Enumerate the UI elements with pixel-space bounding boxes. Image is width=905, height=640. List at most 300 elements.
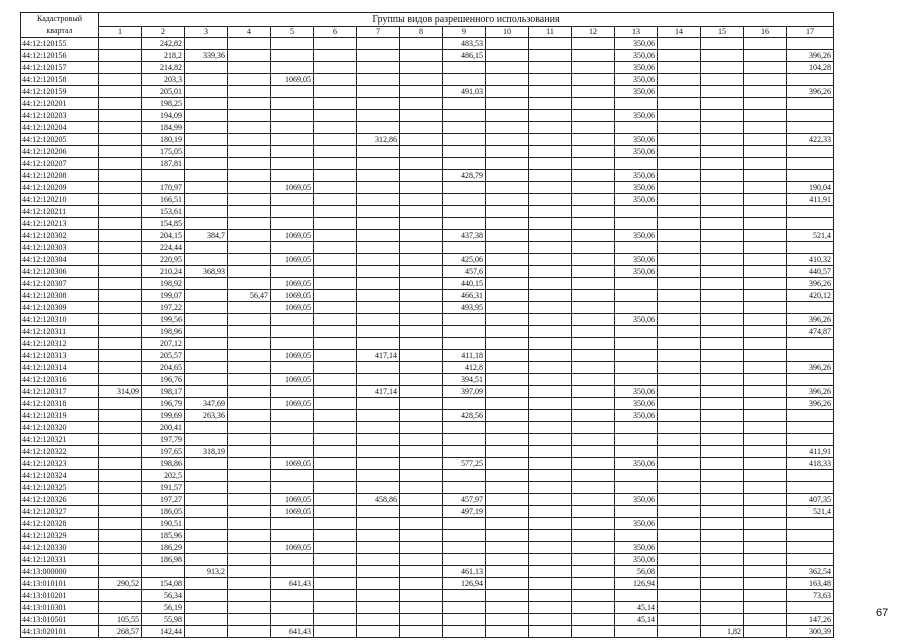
column-number-16: 16 (744, 26, 787, 37)
value-cell-group-9 (443, 518, 486, 530)
value-cell-group-2: 198,96 (142, 326, 185, 338)
value-cell-group-14 (658, 434, 701, 446)
value-cell-group-8 (400, 50, 443, 62)
value-cell-group-4 (228, 374, 271, 386)
quarter-cell: 44:12:120203 (21, 110, 99, 122)
value-cell-group-6 (314, 410, 357, 422)
value-cell-group-3: 384,7 (185, 230, 228, 242)
value-cell-group-10 (486, 506, 529, 518)
quarter-cell: 44:12:120159 (21, 86, 99, 98)
value-cell-group-16 (744, 194, 787, 206)
table-row (21, 38, 834, 50)
value-cell-group-13: 350,06 (615, 182, 658, 194)
value-cell-group-5 (271, 614, 314, 626)
value-cell-group-4 (228, 470, 271, 482)
column-number-1: 1 (99, 26, 142, 37)
value-cell-group-12 (572, 542, 615, 554)
value-cell-group-1 (99, 518, 142, 530)
value-cell-group-8 (400, 266, 443, 278)
value-cell-group-1 (99, 398, 142, 410)
table-row (21, 566, 834, 578)
value-cell-group-16 (744, 542, 787, 554)
value-cell-group-12 (572, 242, 615, 254)
value-cell-group-14 (658, 350, 701, 362)
value-cell-group-16 (744, 86, 787, 98)
table-row (21, 194, 834, 206)
quarter-cell: 44:12:120324 (21, 470, 99, 482)
value-cell-group-2: 56,34 (142, 590, 185, 602)
value-cell-group-4 (228, 626, 271, 638)
quarter-cell: 44:12:120313 (21, 350, 99, 362)
value-cell-group-14 (658, 326, 701, 338)
value-cell-group-2: 197,27 (142, 494, 185, 506)
table-row (21, 518, 834, 530)
value-cell-group-17 (787, 158, 834, 170)
value-cell-group-14 (658, 398, 701, 410)
value-cell-group-4 (228, 266, 271, 278)
value-cell-group-8 (400, 398, 443, 410)
value-cell-group-16 (744, 182, 787, 194)
value-cell-group-15 (701, 590, 744, 602)
value-cell-group-7 (357, 86, 400, 98)
value-cell-group-16 (744, 350, 787, 362)
value-cell-group-9: 437,38 (443, 230, 486, 242)
value-cell-group-10 (486, 602, 529, 614)
value-cell-group-14 (658, 230, 701, 242)
value-cell-group-9 (443, 614, 486, 626)
value-cell-group-8 (400, 590, 443, 602)
quarter-cell: 44:12:120213 (21, 218, 99, 230)
value-cell-group-13: 350,06 (615, 170, 658, 182)
value-cell-group-5 (271, 266, 314, 278)
value-cell-group-14 (658, 254, 701, 266)
value-cell-group-7 (357, 362, 400, 374)
value-cell-group-2: 142,44 (142, 626, 185, 638)
value-cell-group-17 (787, 482, 834, 494)
value-cell-group-7 (357, 626, 400, 638)
value-cell-group-4 (228, 482, 271, 494)
value-cell-group-8 (400, 62, 443, 74)
value-cell-group-4 (228, 338, 271, 350)
value-cell-group-13 (615, 326, 658, 338)
value-cell-group-9 (443, 530, 486, 542)
value-cell-group-10 (486, 170, 529, 182)
value-cell-group-15 (701, 386, 744, 398)
value-cell-group-17: 521,4 (787, 506, 834, 518)
value-cell-group-2: 154,85 (142, 218, 185, 230)
value-cell-group-3 (185, 146, 228, 158)
value-cell-group-14 (658, 530, 701, 542)
value-cell-group-3 (185, 494, 228, 506)
value-cell-group-3 (185, 614, 228, 626)
value-cell-group-6 (314, 326, 357, 338)
value-cell-group-6 (314, 398, 357, 410)
value-cell-group-5 (271, 590, 314, 602)
value-cell-group-10 (486, 218, 529, 230)
value-cell-group-15 (701, 446, 744, 458)
value-cell-group-3 (185, 518, 228, 530)
value-cell-group-3 (185, 506, 228, 518)
value-cell-group-2: 197,65 (142, 446, 185, 458)
value-cell-group-16 (744, 566, 787, 578)
value-cell-group-7 (357, 38, 400, 50)
value-cell-group-4 (228, 566, 271, 578)
value-cell-group-13 (615, 302, 658, 314)
value-cell-group-12 (572, 554, 615, 566)
value-cell-group-4 (228, 218, 271, 230)
value-cell-group-9 (443, 434, 486, 446)
value-cell-group-12 (572, 530, 615, 542)
value-cell-group-5: 1069,05 (271, 302, 314, 314)
column-number-12: 12 (572, 26, 615, 37)
value-cell-group-15 (701, 422, 744, 434)
table-row (21, 374, 834, 386)
value-cell-group-6 (314, 446, 357, 458)
value-cell-group-2: 199,07 (142, 290, 185, 302)
quarter-header-line-1: Кадастровый (37, 14, 82, 23)
column-number-15: 15 (701, 26, 744, 37)
value-cell-group-17: 411,91 (787, 446, 834, 458)
value-cell-group-1 (99, 494, 142, 506)
value-cell-group-9 (443, 554, 486, 566)
value-cell-group-12 (572, 398, 615, 410)
value-cell-group-7 (357, 398, 400, 410)
value-cell-group-10 (486, 458, 529, 470)
value-cell-group-14 (658, 206, 701, 218)
value-cell-group-12 (572, 434, 615, 446)
value-cell-group-13: 350,06 (615, 266, 658, 278)
value-cell-group-16 (744, 602, 787, 614)
value-cell-group-11 (529, 434, 572, 446)
value-cell-group-8 (400, 158, 443, 170)
value-cell-group-11 (529, 470, 572, 482)
value-cell-group-16 (744, 254, 787, 266)
value-cell-group-16 (744, 470, 787, 482)
value-cell-group-1 (99, 338, 142, 350)
value-cell-group-15 (701, 230, 744, 242)
value-cell-group-9 (443, 194, 486, 206)
value-cell-group-10 (486, 482, 529, 494)
value-cell-group-5 (271, 362, 314, 374)
value-cell-group-6 (314, 206, 357, 218)
value-cell-group-14 (658, 338, 701, 350)
value-cell-group-12 (572, 182, 615, 194)
value-cell-group-9 (443, 326, 486, 338)
value-cell-group-15 (701, 38, 744, 50)
value-cell-group-5: 641,43 (271, 626, 314, 638)
value-cell-group-2: 205,57 (142, 350, 185, 362)
value-cell-group-16 (744, 398, 787, 410)
value-cell-group-5 (271, 62, 314, 74)
value-cell-group-6 (314, 470, 357, 482)
value-cell-group-9: 440,15 (443, 278, 486, 290)
value-cell-group-6 (314, 182, 357, 194)
value-cell-group-3 (185, 194, 228, 206)
value-cell-group-11 (529, 290, 572, 302)
quarter-cell: 44:12:120325 (21, 482, 99, 494)
value-cell-group-4 (228, 170, 271, 182)
value-cell-group-4 (228, 314, 271, 326)
value-cell-group-6 (314, 590, 357, 602)
column-number-7: 7 (357, 26, 400, 37)
table-row (21, 434, 834, 446)
value-cell-group-9: 491,03 (443, 86, 486, 98)
value-cell-group-16 (744, 290, 787, 302)
value-cell-group-16 (744, 482, 787, 494)
value-cell-group-4 (228, 326, 271, 338)
value-cell-group-17 (787, 470, 834, 482)
value-cell-group-7 (357, 422, 400, 434)
table-row (21, 506, 834, 518)
value-cell-group-15 (701, 170, 744, 182)
value-cell-group-7 (357, 542, 400, 554)
value-cell-group-14 (658, 74, 701, 86)
value-cell-group-2: 186,05 (142, 506, 185, 518)
value-cell-group-5 (271, 50, 314, 62)
value-cell-group-10 (486, 362, 529, 374)
value-cell-group-16 (744, 38, 787, 50)
value-cell-group-11 (529, 350, 572, 362)
value-cell-group-6 (314, 362, 357, 374)
value-cell-group-12 (572, 218, 615, 230)
value-cell-group-4 (228, 506, 271, 518)
value-cell-group-9 (443, 482, 486, 494)
value-cell-group-15 (701, 458, 744, 470)
value-cell-group-3 (185, 290, 228, 302)
table-row (21, 386, 834, 398)
value-cell-group-8 (400, 614, 443, 626)
value-cell-group-12 (572, 566, 615, 578)
value-cell-group-13: 126,94 (615, 578, 658, 590)
value-cell-group-6 (314, 278, 357, 290)
value-cell-group-13: 45,14 (615, 602, 658, 614)
value-cell-group-6 (314, 542, 357, 554)
value-cell-group-8 (400, 146, 443, 158)
value-cell-group-6 (314, 50, 357, 62)
value-cell-group-3 (185, 554, 228, 566)
value-cell-group-6 (314, 254, 357, 266)
value-cell-group-14 (658, 542, 701, 554)
value-cell-group-13: 350,06 (615, 110, 658, 122)
value-cell-group-9 (443, 314, 486, 326)
value-cell-group-9 (443, 470, 486, 482)
value-cell-group-1 (99, 62, 142, 74)
value-cell-group-10 (486, 278, 529, 290)
quarter-cell: 44:12:120210 (21, 194, 99, 206)
value-cell-group-12 (572, 314, 615, 326)
table-row (21, 578, 834, 590)
value-cell-group-17: 300,39 (787, 626, 834, 638)
value-cell-group-10 (486, 158, 529, 170)
value-cell-group-5: 1069,05 (271, 350, 314, 362)
value-cell-group-8 (400, 434, 443, 446)
column-number-2: 2 (142, 26, 185, 37)
value-cell-group-15 (701, 410, 744, 422)
table-row (21, 470, 834, 482)
value-cell-group-6 (314, 38, 357, 50)
quarter-cell: 44:12:120211 (21, 206, 99, 218)
value-cell-group-11 (529, 518, 572, 530)
value-cell-group-14 (658, 458, 701, 470)
value-cell-group-11 (529, 302, 572, 314)
value-cell-group-3: 263,36 (185, 410, 228, 422)
value-cell-group-16 (744, 446, 787, 458)
value-cell-group-6 (314, 134, 357, 146)
value-cell-group-12 (572, 50, 615, 62)
value-cell-group-4 (228, 86, 271, 98)
value-cell-group-12 (572, 86, 615, 98)
quarter-cell: 44:12:120156 (21, 50, 99, 62)
value-cell-group-1 (99, 182, 142, 194)
value-cell-group-1 (99, 530, 142, 542)
value-cell-group-6 (314, 158, 357, 170)
value-cell-group-10 (486, 38, 529, 50)
quarter-cell: 44:12:120318 (21, 398, 99, 410)
value-cell-group-17 (787, 122, 834, 134)
value-cell-group-5: 1069,05 (271, 254, 314, 266)
value-cell-group-5 (271, 470, 314, 482)
value-cell-group-1 (99, 86, 142, 98)
value-cell-group-12 (572, 362, 615, 374)
value-cell-group-12 (572, 494, 615, 506)
value-cell-group-1 (99, 602, 142, 614)
value-cell-group-10 (486, 230, 529, 242)
value-cell-group-6 (314, 146, 357, 158)
quarter-cell: 44:12:120311 (21, 326, 99, 338)
value-cell-group-9 (443, 338, 486, 350)
quarter-cell: 44:12:120307 (21, 278, 99, 290)
value-cell-group-6 (314, 386, 357, 398)
quarter-cell: 44:12:120303 (21, 242, 99, 254)
value-cell-group-13: 350,06 (615, 146, 658, 158)
quarter-cell: 44:12:120309 (21, 302, 99, 314)
value-cell-group-3 (185, 302, 228, 314)
value-cell-group-1 (99, 422, 142, 434)
value-cell-group-5: 1069,05 (271, 278, 314, 290)
table-row (21, 50, 834, 62)
value-cell-group-5 (271, 194, 314, 206)
value-cell-group-7: 312,86 (357, 134, 400, 146)
value-cell-group-1 (99, 290, 142, 302)
quarter-header-line-2: квартал (46, 26, 73, 35)
value-cell-group-15 (701, 566, 744, 578)
value-cell-group-7 (357, 278, 400, 290)
quarter-cell: 44:12:120326 (21, 494, 99, 506)
value-cell-group-10 (486, 302, 529, 314)
value-cell-group-2: 197,79 (142, 434, 185, 446)
value-cell-group-11 (529, 170, 572, 182)
value-cell-group-16 (744, 530, 787, 542)
value-cell-group-10 (486, 86, 529, 98)
value-cell-group-1 (99, 242, 142, 254)
value-cell-group-11 (529, 374, 572, 386)
value-cell-group-11 (529, 422, 572, 434)
value-cell-group-4 (228, 302, 271, 314)
value-cell-group-13: 350,06 (615, 410, 658, 422)
value-cell-group-7 (357, 182, 400, 194)
value-cell-group-9 (443, 542, 486, 554)
table-row (21, 482, 834, 494)
value-cell-group-11 (529, 578, 572, 590)
value-cell-group-7 (357, 218, 400, 230)
value-cell-group-15 (701, 122, 744, 134)
value-cell-group-2: 198,17 (142, 386, 185, 398)
value-cell-group-4 (228, 206, 271, 218)
column-number-10: 10 (486, 26, 529, 37)
quarter-cell: 44:12:120209 (21, 182, 99, 194)
value-cell-group-7 (357, 206, 400, 218)
value-cell-group-17: 521,4 (787, 230, 834, 242)
value-cell-group-10 (486, 398, 529, 410)
value-cell-group-2: 199,69 (142, 410, 185, 422)
value-cell-group-14 (658, 110, 701, 122)
value-cell-group-12 (572, 266, 615, 278)
quarter-cell: 44:12:120304 (21, 254, 99, 266)
value-cell-group-15 (701, 434, 744, 446)
value-cell-group-7 (357, 518, 400, 530)
value-cell-group-15 (701, 506, 744, 518)
value-cell-group-6 (314, 338, 357, 350)
table-row (21, 278, 834, 290)
value-cell-group-8 (400, 182, 443, 194)
value-cell-group-13 (615, 362, 658, 374)
value-cell-group-5 (271, 530, 314, 542)
value-cell-group-10 (486, 254, 529, 266)
quarter-cell: 44:12:120155 (21, 38, 99, 50)
value-cell-group-5 (271, 146, 314, 158)
value-cell-group-6 (314, 74, 357, 86)
value-cell-group-4 (228, 158, 271, 170)
value-cell-group-4 (228, 122, 271, 134)
value-cell-group-11 (529, 38, 572, 50)
value-cell-group-7 (357, 530, 400, 542)
value-cell-group-8 (400, 230, 443, 242)
value-cell-group-12 (572, 278, 615, 290)
value-cell-group-2: 190,51 (142, 518, 185, 530)
value-cell-group-15 (701, 74, 744, 86)
quarter-cell: 44:12:120207 (21, 158, 99, 170)
value-cell-group-2: 199,56 (142, 314, 185, 326)
value-cell-group-11 (529, 590, 572, 602)
value-cell-group-15 (701, 398, 744, 410)
quarter-cell: 44:12:120157 (21, 62, 99, 74)
table-row (21, 614, 834, 626)
value-cell-group-5 (271, 602, 314, 614)
value-cell-group-12 (572, 602, 615, 614)
value-cell-group-8 (400, 302, 443, 314)
value-cell-group-12 (572, 422, 615, 434)
cadastral-table (20, 12, 834, 638)
value-cell-group-14 (658, 446, 701, 458)
value-cell-group-15 (701, 578, 744, 590)
value-cell-group-6 (314, 434, 357, 446)
value-cell-group-5 (271, 134, 314, 146)
table-row (21, 410, 834, 422)
value-cell-group-17 (787, 302, 834, 314)
value-cell-group-3 (185, 578, 228, 590)
value-cell-group-8 (400, 362, 443, 374)
value-cell-group-3: 339,36 (185, 50, 228, 62)
value-cell-group-16 (744, 518, 787, 530)
value-cell-group-7 (357, 266, 400, 278)
value-cell-group-13 (615, 374, 658, 386)
value-cell-group-11 (529, 158, 572, 170)
value-cell-group-15 (701, 338, 744, 350)
value-cell-group-17: 396,26 (787, 362, 834, 374)
value-cell-group-7 (357, 170, 400, 182)
value-cell-group-13 (615, 482, 658, 494)
value-cell-group-8 (400, 170, 443, 182)
